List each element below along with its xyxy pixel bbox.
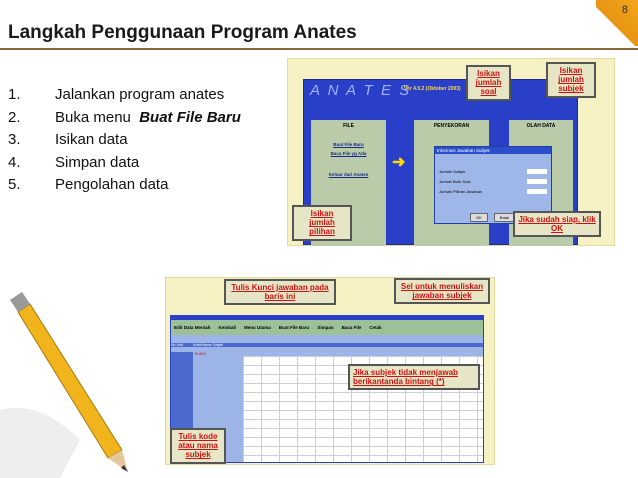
- step-text: Jalankan program anates: [55, 86, 225, 103]
- menu-keluar[interactable]: Keluar dari Anates: [328, 172, 369, 177]
- app-title: A N A T E S: [310, 82, 412, 99]
- steps-list: [8, 86, 241, 199]
- step-item: [8, 109, 241, 132]
- field-row: [439, 169, 547, 174]
- step-text: Isikan data: [55, 131, 128, 148]
- slide-title: Langkah Penggunaan Program Anates: [8, 22, 357, 43]
- col-kode-nama: Kode/Nama Subjek: [193, 343, 224, 347]
- jumlah-pilihan-input[interactable]: [527, 189, 547, 194]
- dialog-buttons: [470, 213, 515, 222]
- callout-sel-jawaban: Sel untuk menuliskan jawaban subjek: [394, 278, 490, 304]
- page-number: 8: [621, 4, 628, 16]
- callout-kode-subjek: Tulis kode atau nama subjek: [170, 428, 226, 464]
- callout-kunci-jawaban: Tulis Kunci jawaban pada baris ini: [224, 279, 336, 305]
- dialog-fields: [435, 154, 551, 194]
- step-text-plain: Buka menu: [55, 108, 136, 126]
- jumlah-subjek-input[interactable]: [527, 169, 547, 174]
- tab-kembali[interactable]: Kembali: [218, 325, 237, 330]
- page-curl-decoration: [596, 0, 638, 46]
- edit-data-screenshot: [165, 277, 495, 465]
- field-label: Jumlah Butir Soal: [439, 179, 471, 184]
- ok-button[interactable]: OK: [470, 213, 488, 222]
- step-item: [8, 176, 241, 199]
- callout-jumlah-pilihan: Isikan jumlah pilihan: [292, 205, 352, 241]
- tab-edit-data-mentah[interactable]: Edit Data Mentah: [174, 325, 211, 330]
- tab-baca-file[interactable]: Baca File: [341, 325, 362, 330]
- dialog-title: Informasi Jawaban Subjek: [435, 147, 551, 154]
- pencil-decoration: [0, 290, 160, 478]
- step-text: Pengolahan data: [55, 176, 169, 193]
- cancel-button[interactable]: Batal: [494, 213, 515, 222]
- step-number: 3.: [8, 131, 21, 148]
- jumlah-soal-input[interactable]: [527, 179, 547, 184]
- key-row-label: KUNCI: [195, 352, 206, 356]
- step-number: 5.: [8, 176, 21, 193]
- step-item: [8, 86, 241, 109]
- step-text: [55, 109, 241, 132]
- grid-header: [171, 343, 483, 347]
- step-item: [8, 131, 241, 154]
- field-row: [439, 189, 547, 194]
- panel-header: OLAH DATA: [526, 123, 556, 129]
- step-text-emphasis: Buat File Baru: [139, 108, 241, 126]
- app-version: Ver 4.0.2 (Oktober 2003): [404, 86, 461, 92]
- panel-header: FILE: [343, 123, 354, 129]
- step-number: 2.: [8, 108, 21, 126]
- toolbar-tabs: [171, 320, 483, 335]
- col-no-urut: No Urut: [171, 343, 184, 347]
- step-text: Simpan data: [55, 153, 140, 171]
- title-divider: [0, 48, 638, 50]
- menu-baca-file[interactable]: Baca File yg Ada: [330, 151, 367, 156]
- field-label: Jumlah Pilihan Jawaban: [439, 189, 483, 194]
- tab-simpan[interactable]: Simpan: [317, 325, 334, 330]
- callout-jumlah-subjek: Isikan jumlah subjek: [546, 62, 596, 98]
- callout-jumlah-soal: Isikan jumlah soal: [466, 65, 511, 101]
- arrow-icon: ➜: [392, 154, 406, 171]
- tab-cetak[interactable]: Cetak: [369, 325, 382, 330]
- menu-buat-file-baru[interactable]: Buat File Baru: [333, 142, 364, 147]
- panel-header: PENYEKORAN: [433, 123, 470, 129]
- tab-menu-utama[interactable]: Menu Utama: [244, 325, 271, 330]
- field-label: Jumlah Subjek: [439, 169, 466, 174]
- callout-tanda-bintang: Jika subjek tidak menjawab berikantanda bintang (*): [348, 364, 480, 390]
- step-item: [8, 154, 241, 177]
- tab-buat-file-baru[interactable]: Buat File Baru: [278, 325, 310, 330]
- step-number: 4.: [8, 153, 21, 171]
- step-number: 1.: [8, 86, 21, 103]
- field-row: [439, 179, 547, 184]
- hand-shape: [0, 408, 80, 478]
- anates-main-screenshot: [287, 58, 615, 246]
- callout-klik-ok: Jika sudah siap, klik OK: [513, 211, 601, 237]
